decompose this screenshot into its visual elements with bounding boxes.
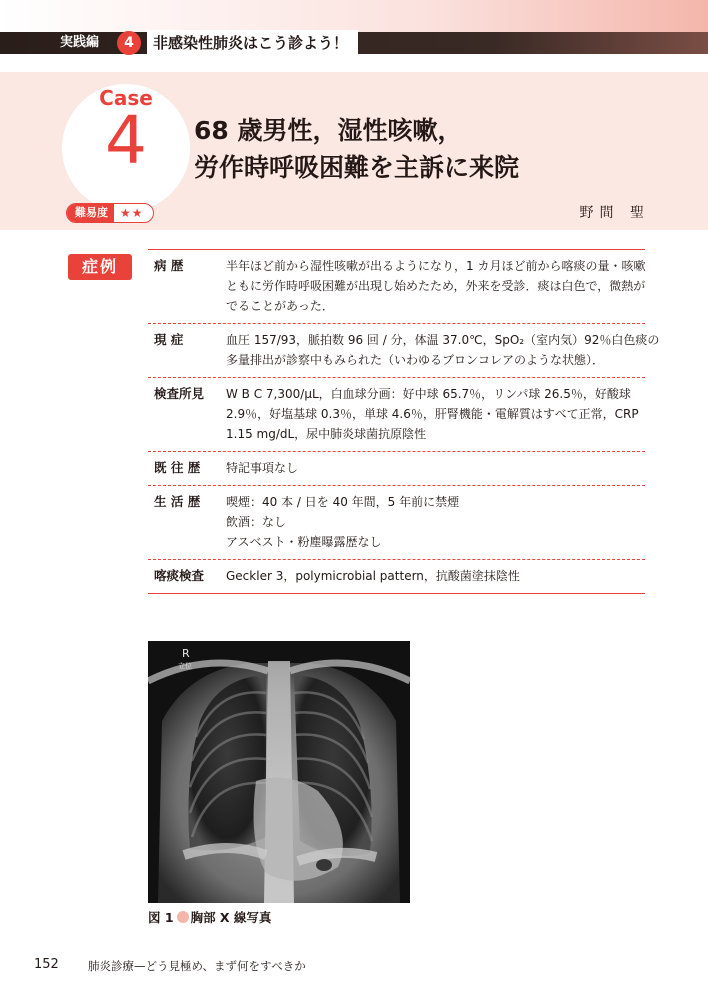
case-label: Case	[99, 86, 153, 110]
chapter-number-badge: 4	[117, 31, 141, 55]
case-section-tag: 症例	[68, 254, 132, 280]
row-content-line: Geckler 3，polymicrobial pattern，抗酸菌塗抹陰性	[226, 569, 520, 583]
row-label: 病 歴	[154, 258, 184, 273]
top-decorative-strip	[0, 0, 708, 32]
difficulty-badge	[66, 203, 154, 223]
chest-xray-graphic	[148, 641, 410, 903]
row-label: 既 往 歴	[154, 460, 201, 475]
page-number: 152	[34, 957, 59, 972]
case-info-table	[148, 249, 660, 594]
row-content-line: 1.15 mg/dL，尿中肺炎球菌抗原陰性	[226, 427, 427, 441]
row-content-line: 半年ほど前から湿性咳嗽が出るようになり，1 カ月ほど前から喀痰の量・咳嗽	[226, 259, 646, 273]
table-row	[148, 324, 660, 378]
figure-number: 図 1	[148, 910, 174, 925]
case-title-line-1: 68 歳男性，湿性咳嗽，	[194, 116, 463, 145]
figure-caption-text: 胸部 X 線写真	[190, 910, 272, 925]
row-content-line: 血圧 157/93，脈拍数 96 回 / 分，体温 37.0℃，SpO₂（室内気）92％白色痰の	[226, 333, 660, 347]
row-content-line: ともに労作時呼吸困難が出現し始めたため，外来を受診．痰は白色で，微熱が	[226, 279, 646, 293]
difficulty-stars: ★★	[120, 206, 144, 220]
xray-side-marker: R	[182, 647, 190, 660]
row-content	[226, 566, 645, 586]
row-content-line: 2.9％，好塩基球 0.3％，単球 4.6％，肝腎機能・電解質はすべて正常，CRP	[226, 407, 639, 421]
row-label: 現 症	[154, 332, 184, 347]
row-content-line: 飲酒：なし	[226, 515, 287, 529]
chapter-title: 非感染性肺炎はこう診よう！	[147, 30, 358, 56]
row-content-line: 喫煙：40 本 / 日を 40 年間，5 年前に禁煙	[226, 495, 460, 509]
xray-position-marker: 立位	[178, 662, 192, 670]
table-row	[148, 560, 645, 594]
case-title-line-2: 労作時呼吸困難を主訴に来院	[194, 153, 520, 182]
row-content	[226, 256, 647, 316]
row-content-line: W B C 7,300/μL，白血球分画：好中球 65.7％，リンパ球 26.5％，好酸球	[226, 387, 631, 401]
author-name: 野間 聖	[579, 205, 650, 221]
section-label: 実践編	[60, 35, 100, 50]
table-row	[148, 452, 645, 486]
row-label: 生 活 歴	[154, 494, 201, 509]
row-content	[226, 330, 661, 370]
figure-caption	[148, 908, 271, 926]
row-label: 喀痰検査	[154, 568, 205, 583]
row-content	[226, 458, 645, 478]
row-content	[226, 492, 645, 552]
table-row	[148, 378, 645, 452]
difficulty-label: 難易度	[67, 204, 114, 222]
row-content	[226, 384, 645, 444]
case-number: 4	[105, 102, 147, 179]
row-content-line: アスベスト・粉塵曝露歴なし	[226, 535, 382, 549]
footer-book-title: 肺炎診療—どう見極め、まず何をすべきか	[88, 959, 306, 973]
caption-bullet-icon	[177, 911, 189, 923]
table-row	[148, 250, 645, 324]
case-title	[194, 112, 664, 186]
chest-xray-image	[148, 641, 410, 903]
row-content-line: 多量排出が診察中もみられた（いわゆるブロンコレアのような状態）．	[226, 353, 605, 367]
row-content-line: でることがあった．	[226, 299, 334, 313]
row-label: 検査所見	[154, 386, 205, 401]
table-row	[148, 486, 645, 560]
row-content-line: 特記事項なし	[226, 461, 299, 475]
